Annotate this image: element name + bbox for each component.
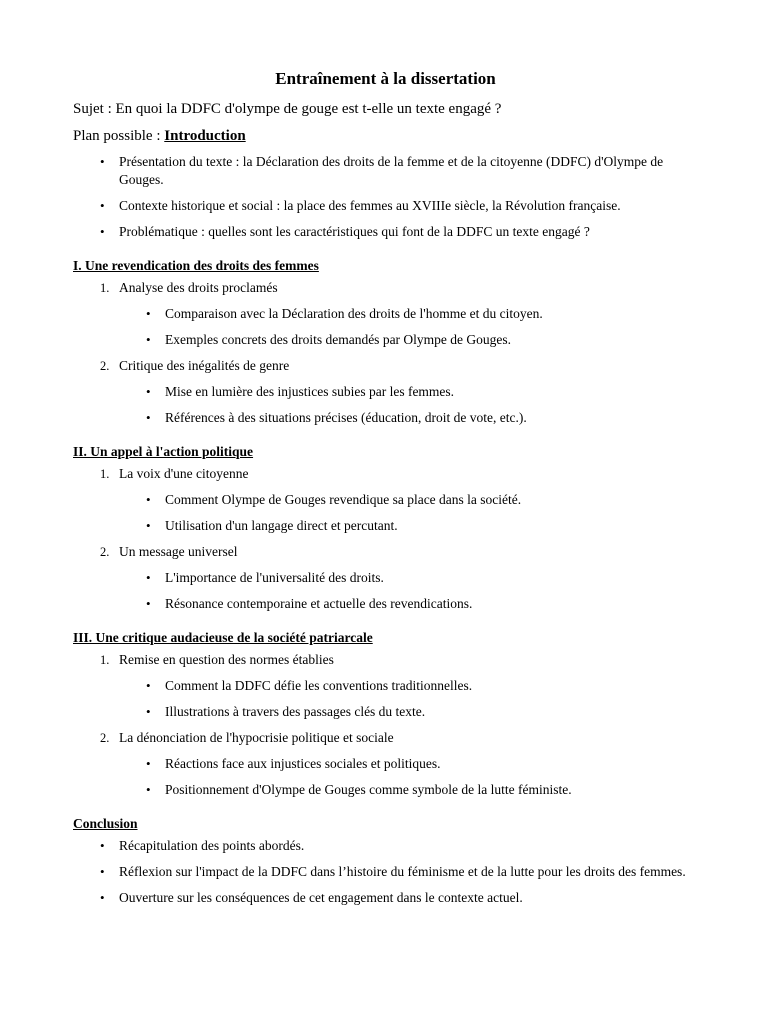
sub-list	[119, 305, 698, 349]
list-item: • Utilisation d'un langage direct et percutant.	[146, 518, 398, 533]
bullet-icon: •	[100, 838, 105, 853]
sub-list	[119, 755, 698, 799]
bullet-icon: •	[146, 782, 151, 797]
list-item: 2. La dénonciation de l'hypocrisie politique et sociale • Réactions face aux injustices sociales et politiques. • Positionnement d'Olympe de Gouges comme symbole de la lutte féministe.	[73, 729, 698, 799]
list-item: • L'importance de l'universalité des droits.	[146, 570, 384, 585]
list-item: • Ouverture sur les conséquences de cet engagement dans le contexte actuel.	[100, 890, 523, 905]
list-item: • Problématique : quelles sont les caractéristiques qui font de la DDFC un texte engagé ?	[100, 224, 590, 239]
section-1-list	[73, 279, 698, 427]
list-item: 1. La voix d'une citoyenne • Comment Olympe de Gouges revendique sa place dans la société. • Utilisation d'un langage direct et percutant.	[73, 465, 698, 535]
list-item: • Comment la DDFC défie les conventions traditionnelles.	[146, 678, 473, 693]
list-item: 2. Critique des inégalités de genre • Mise en lumière des injustices subies par les femmes. • Références à des situations précises (éducation, droit de vote, etc.).	[73, 357, 698, 427]
list-item: • Réactions face aux injustices sociales et politiques.	[146, 756, 441, 771]
list-item: 2. Un message universel • L'importance de l'universalité des droits. • Résonance contemporaine et actuelle des revendications.	[73, 543, 698, 613]
bullet-icon: •	[146, 704, 151, 719]
bullet-icon: •	[100, 864, 105, 879]
list-item: • Comment Olympe de Gouges revendique sa place dans la société.	[146, 492, 522, 507]
list-item: • Mise en lumière des injustices subies par les femmes.	[146, 384, 455, 399]
list-item: • Résonance contemporaine et actuelle des revendications.	[146, 596, 473, 611]
sub-list	[119, 491, 698, 535]
introduction-list	[73, 153, 698, 241]
section-2-list	[73, 465, 698, 613]
bullet-icon: •	[146, 384, 151, 399]
list-item: • Comparaison avec la Déclaration des droits de l'homme et du citoyen.	[146, 306, 543, 321]
list-item: • Réflexion sur l'impact de la DDFC dans l’histoire du féminisme et de la lutte pour les droits des femmes.	[100, 864, 686, 879]
sujet-line: Sujet : En quoi la DDFC d'olympe de gouge est t-elle un texte engagé ?	[73, 101, 502, 117]
sub-list	[119, 677, 698, 721]
bullet-icon: •	[100, 154, 105, 169]
document-page	[73, 68, 698, 915]
plan-line	[73, 126, 698, 146]
bullet-icon: •	[146, 410, 151, 425]
bullet-icon: •	[100, 224, 105, 239]
list-item: • Récapitulation des points abordés.	[100, 838, 305, 853]
bullet-icon: •	[146, 570, 151, 585]
conclusion-heading: Conclusion	[73, 816, 138, 831]
document-title: Entraînement à la dissertation	[275, 69, 496, 88]
list-item: 1. Analyse des droits proclamés • Comparaison avec la Déclaration des droits de l'homme et du citoyen. • Exemples concrets des droits demandés par Olympe de Gouges.	[73, 279, 698, 349]
list-item: • Références à des situations précises (éducation, droit de vote, etc.).	[146, 410, 527, 425]
bullet-icon: •	[146, 492, 151, 507]
list-item: 1. Remise en question des normes établies • Comment la DDFC défie les conventions traditionnelles. • Illustrations à travers des passages clés du texte.	[73, 651, 698, 721]
sub-list	[119, 383, 698, 427]
bullet-icon: •	[146, 332, 151, 347]
list-item: • Exemples concrets des droits demandés par Olympe de Gouges.	[146, 332, 512, 347]
conclusion-list	[73, 837, 698, 907]
plan-prefix: Plan possible :	[73, 128, 165, 144]
sub-list	[119, 569, 698, 613]
bullet-icon: •	[100, 198, 105, 213]
list-item: • Illustrations à travers des passages clés du texte.	[146, 704, 426, 719]
introduction-heading: Introduction	[164, 128, 246, 144]
list-item: • Présentation du texte : la Déclaration des droits de la femme et de la citoyenne (DDFC) d'Olympe de Gouges.	[100, 154, 664, 187]
list-item: • Positionnement d'Olympe de Gouges comme symbole de la lutte féministe.	[146, 782, 572, 797]
section-heading-3: III. Une critique audacieuse de la société patriarcale	[73, 630, 373, 645]
bullet-icon: •	[146, 306, 151, 321]
section-3-list	[73, 651, 698, 799]
section-heading-2: II. Un appel à l'action politique	[73, 444, 254, 459]
bullet-icon: •	[146, 756, 151, 771]
bullet-icon: •	[146, 596, 151, 611]
list-item: • Contexte historique et social : la place des femmes au XVIIIe siècle, la Révolution française.	[100, 198, 621, 213]
bullet-icon: •	[146, 518, 151, 533]
bullet-icon: •	[146, 678, 151, 693]
bullet-icon: •	[100, 890, 105, 905]
section-heading-1: I. Une revendication des droits des femmes	[73, 258, 319, 273]
